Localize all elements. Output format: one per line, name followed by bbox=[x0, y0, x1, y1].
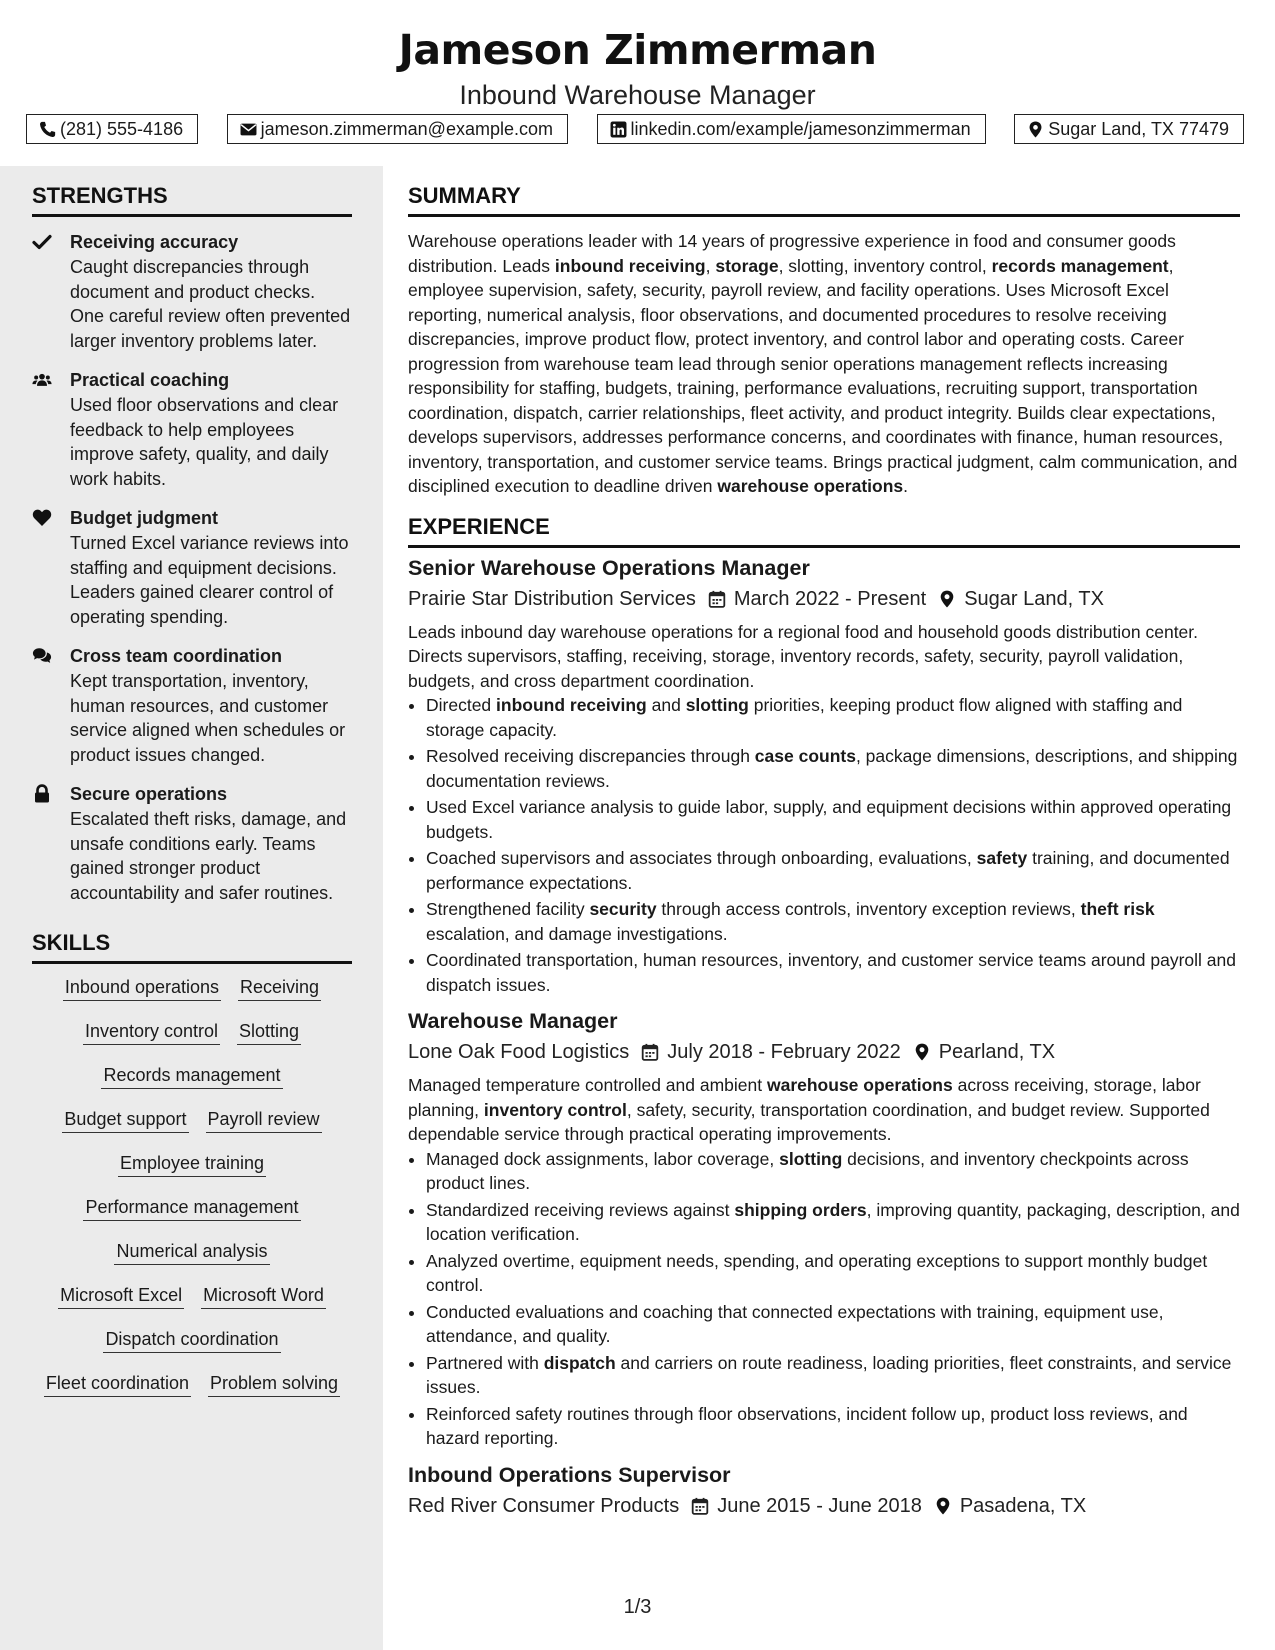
contact-email[interactable] bbox=[227, 114, 568, 144]
strength-title: Receiving accuracy bbox=[70, 232, 239, 252]
job-entry bbox=[408, 552, 1240, 998]
job-bullets bbox=[408, 693, 1240, 997]
bullet-item: • Used Excel variance analysis to guide labor, supply, and equipment decisions within approved operating budgets. bbox=[426, 795, 1240, 844]
job-dates: June 2015 - June 2018 bbox=[717, 1494, 922, 1517]
calendar-icon bbox=[691, 1497, 709, 1515]
job-company: Lone Oak Food Logistics bbox=[408, 1041, 630, 1063]
bullet-item: • Managed dock assignments, labor coverage, slotting decisions, and inventory checkpoints across product lines. bbox=[426, 1147, 1240, 1196]
job-title: Warehouse Manager bbox=[408, 1009, 618, 1033]
page-number: 1/3 bbox=[623, 1596, 652, 1618]
job-entry bbox=[408, 1005, 1240, 1451]
strength-title: Budget judgment bbox=[70, 508, 218, 528]
skill-tag: Slotting bbox=[237, 1020, 301, 1045]
linkedin-text: linkedin.com/example/jamesonzimmerman bbox=[630, 118, 971, 139]
calendar-icon bbox=[708, 590, 726, 608]
heart-icon bbox=[32, 508, 52, 528]
skill-tag: Receiving bbox=[238, 976, 321, 1001]
strengths-heading: STRENGTHS bbox=[32, 180, 352, 217]
envelope-icon bbox=[240, 121, 257, 138]
strength-item bbox=[32, 643, 352, 767]
skill-tag: Budget support bbox=[62, 1108, 188, 1133]
users-icon bbox=[32, 370, 52, 390]
strength-description: Turned Excel variance reviews into staffing and equipment decisions. Leaders gained clearer control of operating spending. bbox=[70, 533, 349, 627]
job-dates: July 2018 - February 2022 bbox=[667, 1041, 901, 1063]
skill-tag: Employee training bbox=[118, 1152, 266, 1177]
bullet-item: • Conducted evaluations and coaching that connected expectations with training, equipment use, attendance, and quality. bbox=[426, 1300, 1240, 1349]
job-title: Inbound Operations Supervisor bbox=[408, 1462, 731, 1487]
check-icon bbox=[32, 232, 52, 252]
skill-tag: Problem solving bbox=[208, 1372, 340, 1397]
job-meta bbox=[408, 1491, 1240, 1521]
skills-list bbox=[32, 976, 352, 1397]
strength-description: Escalated theft risks, damage, and unsafe conditions early. Teams gained stronger product accountability and safer routines. bbox=[70, 809, 347, 903]
job-description: Managed temperature controlled and ambient warehouse operations across receiving, storage, labor planning, inventory control, safety, security, transportation coordination, and budget review. Supported dependable service through practical operating improvements. bbox=[408, 1075, 1210, 1144]
left-column bbox=[32, 180, 352, 1416]
bullet-item: • Directed inbound receiving and slotting priorities, keeping product flow aligned with staffing and storage capacity. bbox=[426, 693, 1240, 742]
strength-title: Practical coaching bbox=[70, 370, 230, 390]
candidate-title: Inbound Warehouse Manager bbox=[459, 80, 816, 110]
phone-icon bbox=[39, 121, 56, 138]
strength-description: Caught discrepancies through document and product checks. One careful review often prevented larger inventory problems later. bbox=[70, 257, 351, 351]
strength-title: Secure operations bbox=[70, 784, 228, 804]
bullet-item: • Reinforced safety routines through floor observations, incident follow up, product loss reviews, and hazard reporting. bbox=[426, 1402, 1240, 1451]
calendar-icon bbox=[641, 1043, 659, 1061]
job-location: Sugar Land, TX bbox=[964, 587, 1104, 610]
candidate-name: Jameson Zimmerman bbox=[398, 26, 877, 74]
job-description: Leads inbound day warehouse operations for a regional food and household goods distribution center. Directs supervisors, staffing, receiving, storage, inventory records, safety, security, payroll validation, budgets, and cross department coordination. bbox=[408, 621, 1199, 691]
linkedin-icon bbox=[610, 121, 627, 138]
skill-tag: Performance management bbox=[83, 1196, 300, 1221]
skill-tag: Payroll review bbox=[206, 1108, 322, 1133]
bullet-item: • Analyzed overtime, equipment needs, spending, and operating exceptions to support monthly budget control. bbox=[426, 1249, 1240, 1298]
summary-heading: SUMMARY bbox=[408, 180, 1240, 217]
strength-description: Kept transportation, inventory, human resources, and customer service aligned when schedules or product issues changed. bbox=[70, 671, 346, 765]
strength-title: Cross team coordination bbox=[70, 646, 283, 666]
job-location: Pasadena, TX bbox=[959, 1494, 1087, 1517]
map-marker-icon bbox=[938, 590, 956, 608]
strength-item bbox=[32, 781, 352, 905]
job-company: Red River Consumer Products bbox=[408, 1494, 680, 1517]
map-marker-icon bbox=[934, 1497, 952, 1515]
contact-phone[interactable] bbox=[26, 114, 198, 144]
bullet-item: • Resolved receiving discrepancies through case counts, package dimensions, descriptions, and shipping documentation reviews. bbox=[426, 744, 1240, 793]
strength-description: Used floor observations and clear feedback to help employees improve safety, quality, and daily work habits. bbox=[70, 395, 339, 489]
contact-bar bbox=[26, 114, 1244, 144]
experience-heading: EXPERIENCE bbox=[408, 511, 1240, 548]
skill-tag: Microsoft Excel bbox=[58, 1284, 184, 1309]
resume-header bbox=[0, 22, 1275, 112]
summary-text: Warehouse operations leader with 14 years of progressive experience in food and consumer goods distribution. Leads inbound receiving, storage, slotting, inventory control, records management, employee supervision, safety, security, payroll review, and facility operations. Uses Microsoft Excel reporting, numerical analysis, floor observations, and documented procedures to resolve receiving discrepancies, improve product flow, protect inventory, and control labor and operating costs. Career progression from warehouse team lead through senior operations management reflects increasing responsibility for staffing, budgets, training, performance evaluations, recruiting support, transportation coordination, dispatch, carrier relationships, fleet activity, and product integrity. Builds clear expectations, develops supervisors, addresses performance concerns, and coordinates with finance, human resources, inventory, transportation, and customer service teams. Brings practical judgment, calm communication, and disciplined execution to deadline driven warehouse operations. bbox=[408, 231, 1238, 496]
skill-tag: Microsoft Word bbox=[201, 1284, 326, 1309]
skill-tag: Dispatch coordination bbox=[103, 1328, 280, 1353]
bullet-item: • Coached supervisors and associates through onboarding, evaluations, safety training, and documented performance expectations. bbox=[426, 846, 1240, 895]
job-location: Pearland, TX bbox=[938, 1041, 1056, 1063]
map-marker-icon bbox=[913, 1043, 931, 1061]
strength-item bbox=[32, 229, 352, 353]
comments-icon bbox=[32, 646, 52, 666]
skill-tag: Numerical analysis bbox=[114, 1240, 269, 1265]
contact-location[interactable] bbox=[1014, 114, 1244, 144]
job-bullets bbox=[408, 1147, 1240, 1451]
job-meta bbox=[408, 584, 1240, 614]
skill-tag: Inbound operations bbox=[63, 976, 221, 1001]
job-company: Prairie Star Distribution Services bbox=[408, 587, 696, 610]
job-dates: March 2022 - Present bbox=[733, 587, 927, 610]
bullet-item: • Standardized receiving reviews against shipping orders, improving quantity, packaging, description, and location verification. bbox=[426, 1198, 1240, 1247]
strength-item bbox=[32, 367, 352, 491]
job-title: Senior Warehouse Operations Manager bbox=[408, 555, 810, 580]
email-text: jameson.zimmerman@example.com bbox=[260, 118, 553, 139]
skill-tag: Records management bbox=[101, 1064, 282, 1089]
skill-tag: Inventory control bbox=[83, 1020, 220, 1045]
phone-text: (281) 555-4186 bbox=[60, 118, 184, 139]
bullet-item: • Strengthened facility security through access controls, inventory exception reviews, theft risk escalation, and damage investigations. bbox=[426, 897, 1240, 946]
skills-heading: SKILLS bbox=[32, 927, 352, 964]
strength-item bbox=[32, 505, 352, 629]
lock-icon bbox=[32, 784, 52, 804]
job-entry bbox=[408, 1459, 1240, 1521]
job-meta bbox=[408, 1037, 1240, 1067]
location-text: Sugar Land, TX 77479 bbox=[1048, 118, 1229, 139]
skill-tag: Fleet coordination bbox=[44, 1372, 191, 1397]
bullet-item: • Partnered with dispatch and carriers on route readiness, loading priorities, fleet constraints, and service issues. bbox=[426, 1351, 1240, 1400]
map-marker-icon bbox=[1027, 121, 1044, 138]
bullet-item: • Coordinated transportation, human resources, inventory, and customer service teams around payroll and dispatch issues. bbox=[426, 948, 1240, 997]
contact-linkedin[interactable] bbox=[597, 114, 986, 144]
right-column bbox=[408, 180, 1240, 1521]
